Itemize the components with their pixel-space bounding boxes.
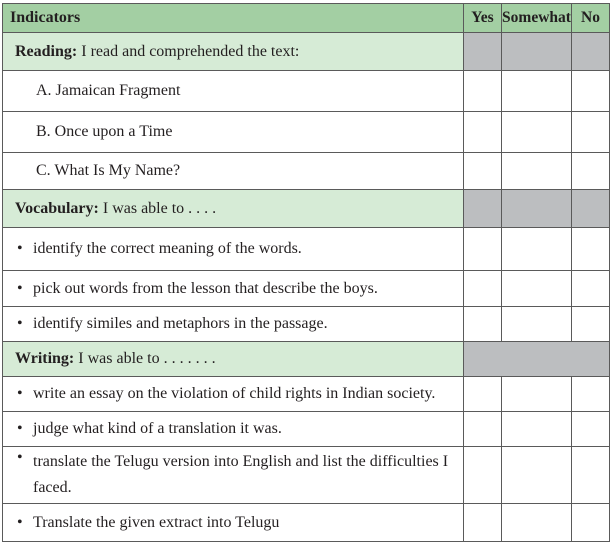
vocabulary-item-2: pick out words from the lesson that describe the boys. — [33, 279, 378, 297]
bullet-icon: • — [17, 240, 23, 257]
vocabulary-section-label — [3, 190, 464, 228]
bullet-icon: • — [17, 279, 23, 297]
yes-checkbox-cell[interactable] — [464, 307, 502, 342]
somewhat-header: Somewhat — [502, 4, 572, 33]
writing-title: Writing: — [15, 350, 75, 367]
table-row — [3, 153, 610, 190]
somewhat-checkbox-cell[interactable] — [502, 112, 572, 153]
reading-no-cell — [572, 33, 610, 71]
table-row — [3, 228, 610, 271]
writing-item-3: translate the Telugu version into English and list the difficulties I faced. — [33, 453, 449, 496]
yes-checkbox-cell[interactable] — [464, 412, 502, 447]
table-row — [3, 71, 610, 112]
vocabulary-section-row — [3, 190, 610, 228]
list-item — [3, 307, 464, 342]
no-checkbox-cell[interactable] — [572, 412, 610, 447]
list-item — [3, 412, 464, 447]
writing-item-1: write an essay on the violation of child rights in Indian society. — [33, 385, 436, 402]
list-item — [3, 377, 464, 412]
reading-somewhat-cell — [502, 33, 572, 71]
yes-checkbox-cell[interactable] — [464, 153, 502, 190]
table-row — [3, 447, 610, 504]
no-checkbox-cell[interactable] — [572, 377, 610, 412]
somewhat-checkbox-cell[interactable] — [502, 228, 572, 271]
bullet-icon: • — [17, 420, 23, 437]
blank-overlay — [290, 118, 440, 140]
writing-section-label — [3, 342, 464, 377]
list-item — [3, 271, 464, 307]
somewhat-checkbox-cell[interactable] — [502, 153, 572, 190]
writing-item-4: Translate the given extract into Telugu — [33, 513, 280, 531]
yes-checkbox-cell[interactable] — [464, 504, 502, 542]
no-checkbox-cell[interactable] — [572, 112, 610, 153]
no-checkbox-cell[interactable] — [572, 153, 610, 190]
somewhat-checkbox-cell[interactable] — [502, 71, 572, 112]
reading-item-b: B. Once upon a Time — [3, 112, 464, 153]
table-row — [3, 377, 610, 412]
yes-checkbox-cell[interactable] — [464, 271, 502, 307]
self-assessment-table-wrapper — [2, 3, 610, 542]
reading-section-row — [3, 33, 610, 71]
reading-title: Reading: — [15, 42, 78, 60]
yes-header: Yes — [464, 4, 502, 33]
no-checkbox-cell[interactable] — [572, 307, 610, 342]
no-header: No — [572, 4, 610, 33]
reading-item-a: A. Jamaican Fragment — [3, 71, 464, 112]
yes-checkbox-cell[interactable] — [464, 71, 502, 112]
no-checkbox-cell[interactable] — [572, 504, 610, 542]
bullet-icon: • — [17, 385, 23, 402]
reading-yes-cell — [464, 33, 502, 71]
somewhat-checkbox-cell[interactable] — [502, 377, 572, 412]
bullet-icon: • — [17, 513, 23, 531]
header-row — [3, 4, 610, 33]
yes-checkbox-cell[interactable] — [464, 228, 502, 271]
no-checkbox-cell[interactable] — [572, 71, 610, 112]
self-assessment-table — [2, 3, 610, 542]
vocabulary-yes-cell — [464, 190, 502, 228]
reading-item-c: C. What Is My Name? — [3, 153, 464, 190]
somewhat-checkbox-cell[interactable] — [502, 412, 572, 447]
vocabulary-somewhat-cell — [502, 190, 572, 228]
somewhat-checkbox-cell[interactable] — [502, 307, 572, 342]
bullet-icon: • — [17, 315, 23, 332]
list-item — [3, 447, 464, 504]
vocabulary-desc: I was able to . . . . — [98, 199, 217, 217]
yes-checkbox-cell[interactable] — [464, 112, 502, 153]
list-item — [3, 504, 464, 542]
table-row — [3, 412, 610, 447]
somewhat-checkbox-cell[interactable] — [502, 447, 572, 504]
yes-checkbox-cell[interactable] — [464, 447, 502, 504]
no-checkbox-cell[interactable] — [572, 447, 610, 504]
vocabulary-item-3: identify similes and metaphors in the passage. — [33, 315, 328, 332]
list-item — [3, 228, 464, 271]
writing-response-cell — [464, 342, 610, 377]
indicators-header: Indicators — [3, 4, 464, 33]
reading-desc: I read and comprehended the text: — [77, 42, 300, 60]
no-checkbox-cell[interactable] — [572, 271, 610, 307]
writing-desc: I was able to . . . . . . . — [74, 350, 216, 367]
bullet-icon: • — [17, 449, 23, 466]
vocabulary-no-cell — [572, 190, 610, 228]
vocabulary-title: Vocabulary: — [15, 199, 99, 217]
writing-section-row — [3, 342, 610, 377]
vocabulary-item-1: identify the correct meaning of the words. — [33, 240, 302, 257]
no-checkbox-cell[interactable] — [572, 228, 610, 271]
somewhat-checkbox-cell[interactable] — [502, 271, 572, 307]
table-row — [3, 307, 610, 342]
yes-checkbox-cell[interactable] — [464, 377, 502, 412]
reading-section-label — [3, 33, 464, 71]
table-row — [3, 504, 610, 542]
table-row — [3, 271, 610, 307]
writing-item-2: judge what kind of a translation it was. — [33, 420, 282, 437]
somewhat-checkbox-cell[interactable] — [502, 504, 572, 542]
